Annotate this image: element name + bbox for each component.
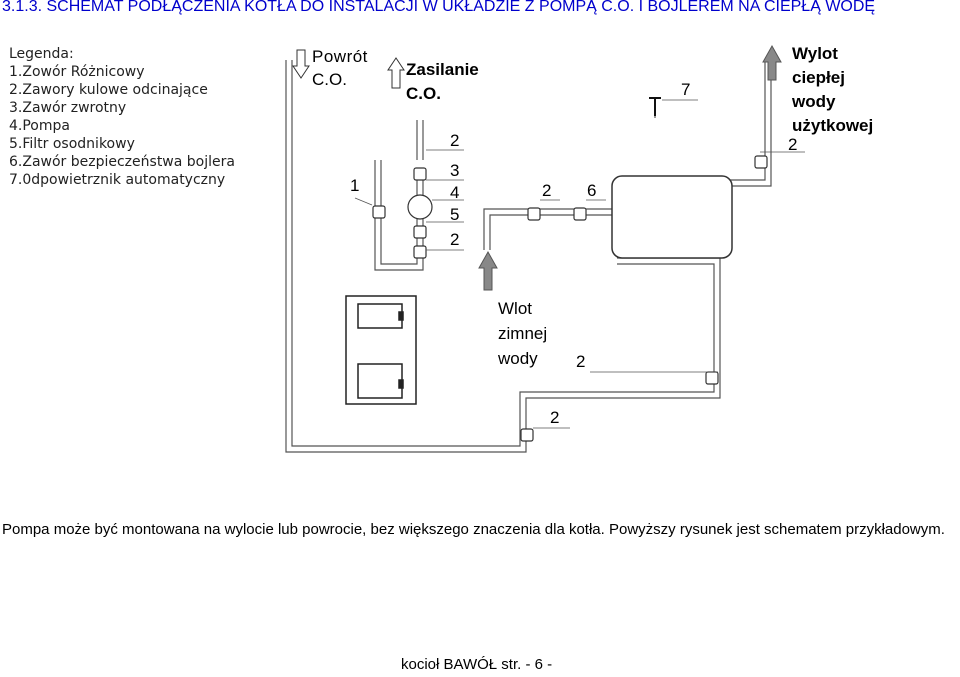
component-number-6: 6 — [587, 181, 597, 200]
hot-outlet-label-line: ciepłej — [792, 68, 845, 87]
valve-2-bottom — [521, 429, 533, 441]
legend-title: Legenda: — [9, 46, 74, 62]
component-number-2: 2 — [576, 352, 586, 371]
page-footer: kocioł BAWÓŁ str. - 6 - — [401, 656, 553, 673]
heating-boiler — [346, 296, 416, 404]
component-number-2: 2 — [542, 181, 552, 200]
component-number-4: 4 — [450, 183, 460, 202]
hot-outlet-arrow-icon — [763, 46, 781, 80]
legend-item: 7.0dpowietrznik automatyczny — [9, 172, 226, 188]
valve-6 — [574, 208, 586, 220]
component-number-2: 2 — [450, 230, 460, 249]
legend-item: 3.Zawór zwrotny — [9, 100, 127, 116]
installation-note: Pompa może być montowana na wylocie lub powrocie, bez większego znaczenia dla kotła. Powyższy rysunek jest schematem przykładowym. — [2, 521, 945, 538]
legend-item: 5.Filtr osodnikowy — [9, 136, 135, 152]
return-arrow-icon — [293, 50, 309, 78]
section-heading: 3.1.3. SCHEMAT PODŁĄCZENIA KOTŁA DO INSTALACJI W UKŁADZIE Z POMPĄ C.O. I BOJLEREM NA CIEPŁĄ WODĘ — [2, 0, 876, 15]
cold-inlet-arrow-icon — [479, 252, 497, 290]
component-number-5: 5 — [450, 205, 460, 224]
component-number-2: 2 — [550, 408, 560, 427]
valve-2-cold — [706, 372, 718, 384]
cold-inlet-label-line: wody — [498, 349, 538, 368]
cold-inlet-label-line: Wlot — [498, 299, 532, 318]
boiler-tank — [612, 176, 732, 258]
hot-outlet-label-line: Wylot — [792, 44, 838, 63]
valve-2-feed — [528, 208, 540, 220]
hot-outlet-label — [792, 42, 873, 138]
cold-inlet-label — [498, 296, 547, 371]
legend-item: 4.Pompa — [9, 118, 70, 134]
legend-item: 6.Zawór bezpieczeństwa bojlera — [9, 154, 235, 170]
valve-5 — [414, 226, 426, 238]
valve-2-outlet — [755, 156, 767, 168]
cold-inlet-label-line: zimnej — [498, 324, 548, 343]
legend-item: 1.Zowór Różnicowy — [9, 64, 145, 80]
return-co-label-1: Powrót — [312, 47, 368, 66]
supply-arrow-icon — [388, 58, 404, 88]
component-number-2: 2 — [450, 131, 460, 150]
return-co-label-2: C.O. — [312, 70, 347, 89]
component-number-2: 2 — [788, 135, 798, 154]
supply-co-label-1: Zasilanie — [406, 60, 479, 79]
valve-2-lower — [414, 246, 426, 258]
air-vent-icon — [649, 98, 661, 116]
legend-item: 2.Zawory kulowe odcinające — [9, 82, 208, 98]
hot-outlet-label-line: wody — [792, 92, 836, 111]
component-number-7: 7 — [681, 80, 691, 99]
component-number-1: 1 — [350, 176, 360, 195]
hot-outlet-label-line: użytkowej — [792, 116, 874, 135]
pump-icon — [408, 195, 432, 219]
valve-3 — [414, 168, 426, 180]
supply-co-label-2: C.O. — [406, 84, 441, 103]
component-number-3: 3 — [450, 161, 460, 180]
valve-1 — [373, 206, 385, 218]
